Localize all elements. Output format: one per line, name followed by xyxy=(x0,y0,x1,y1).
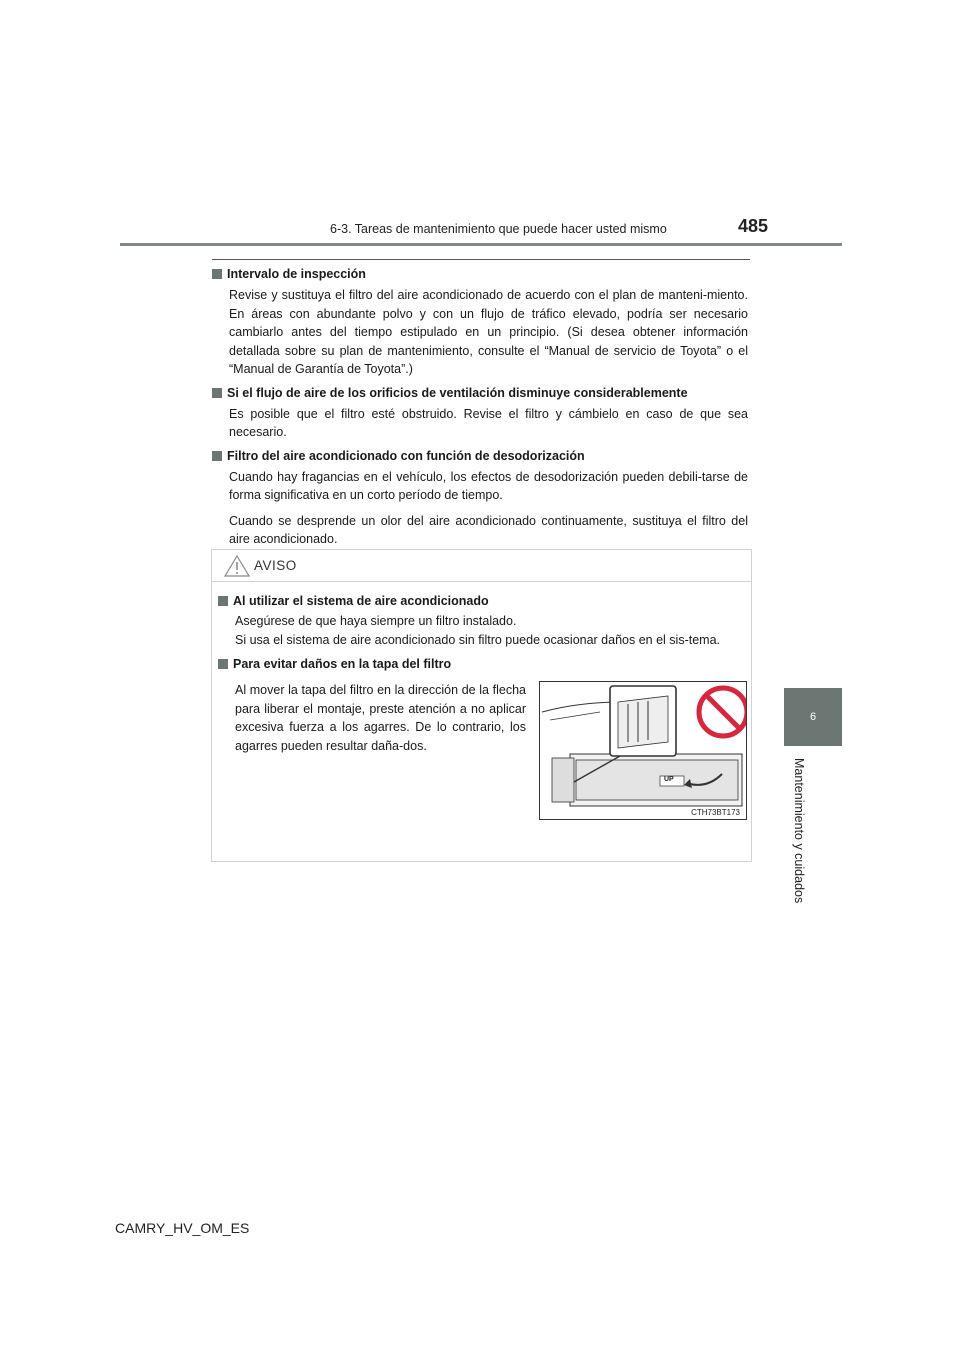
section-paragraph: Cuando hay fragancias en el vehículo, los efectos de desodorización pueden debili-tarse de forma significativa en un corto período de tiempo. xyxy=(229,469,748,502)
warning-item-heading-text: Para evitar daños en la tapa del filtro xyxy=(233,657,452,671)
figure-code: CTH73BT173 xyxy=(691,808,740,817)
bullet-square-icon xyxy=(212,269,222,279)
warning-item-text: Si usa el sistema de aire acondicionado sin filtro puede ocasionar daños en el sis-tema. xyxy=(235,632,720,647)
section-paragraph: Cuando se desprende un olor del aire acondicionado continuamente, sustituya el filtro del aire acondicionado. xyxy=(229,513,748,546)
section-heading-text: Si el flujo de aire de los orificios de ventilación disminuye considerablemente xyxy=(227,385,688,400)
section-heading xyxy=(212,267,748,281)
thin-rule xyxy=(212,259,750,260)
chapter-label: Mantenimiento y cuidados xyxy=(792,758,806,904)
figure-up-label: UP xyxy=(664,776,674,783)
filter-cover-illustration xyxy=(540,682,746,819)
warning-item-heading xyxy=(218,594,747,608)
section-heading-text: Intervalo de inspección xyxy=(227,267,366,281)
warning-item-text: Al mover la tapa del filtro en la dirección de la flecha para liberar el montaje, preste atención a no aplicar excesiva fuerza a los agarres. De lo contrario, los agarres pueden resultar daña-dos. xyxy=(235,683,526,753)
chapter-tab: 6 xyxy=(784,688,842,746)
warning-item-heading xyxy=(218,657,747,671)
warning-header xyxy=(212,550,751,582)
section-deodorizing-filter xyxy=(212,449,748,549)
warning-triangle-icon xyxy=(224,555,250,577)
bullet-square-icon xyxy=(212,451,222,461)
section-heading-text: Filtro del aire acondicionado con función de desodorización xyxy=(227,448,585,463)
warning-body xyxy=(212,582,751,820)
footer-doc-code: CAMRY_HV_OM_ES xyxy=(115,1220,250,1236)
section-airflow xyxy=(212,386,748,442)
header-rule xyxy=(120,243,842,246)
section-heading xyxy=(212,386,748,400)
bullet-square-icon xyxy=(218,659,228,669)
header-section-title: 6-3. Tareas de mantenimiento que puede hacer usted mismo xyxy=(330,222,667,236)
main-content xyxy=(212,267,748,556)
section-paragraph: Revise y sustituya el filtro del aire acondicionado de acuerdo con el plan de manteni-miento. En áreas con abundante polvo y con un flujo de tráfico elevado, podría ser necesario cambiarlo antes del tiempo estipulado en un principio. (Si desea obtener información detallada sobre su plan de mantenimiento, consulte el “Manual de servicio de Toyota” o el “Manual de Garantía de Toyota”.) xyxy=(229,288,748,376)
page-number: 485 xyxy=(738,216,769,236)
bullet-square-icon xyxy=(212,388,222,398)
section-paragraph: Es posible que el filtro esté obstruido. Revise el filtro y cámbielo en caso de que sea necesario. xyxy=(229,406,748,439)
warning-title: AVISO xyxy=(254,558,297,573)
warning-item-text: Asegúrese de que haya siempre un filtro instalado. xyxy=(235,614,517,628)
warning-item-split xyxy=(218,675,747,820)
section-heading xyxy=(212,449,748,463)
section-inspection-interval xyxy=(212,267,748,379)
filter-cover-figure xyxy=(539,681,747,820)
bullet-square-icon xyxy=(218,596,228,606)
warning-box xyxy=(211,549,752,862)
warning-item-heading-text: Al utilizar el sistema de aire acondicionado xyxy=(233,594,489,608)
